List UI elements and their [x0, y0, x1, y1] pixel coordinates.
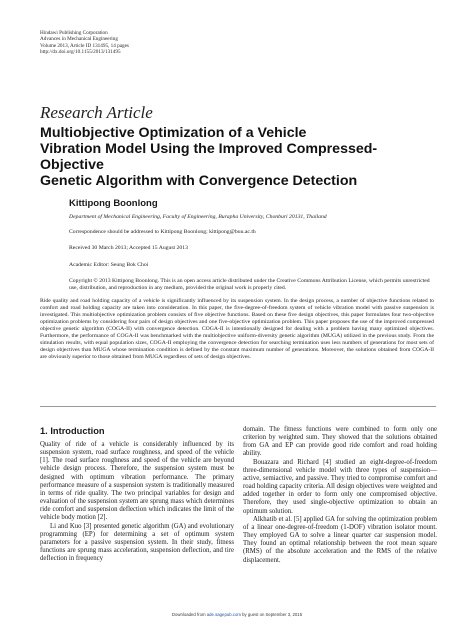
copyright-notice: Copyright © 2013 Kittipong Boonlong. This is an open access article distributed under the Creative Commons Attribution License, which permits unrestricted use, distribution, and reproduction in any medium, provided the original work is properly cited. [69, 278, 430, 291]
paragraph: domain. The fitness functions were combined to form only one criterion by weighted sum. They showed that the solutions obtained from GA and EP can provide good ride comfort and road holding ability. [243, 426, 437, 458]
title-line: Vibration Model Using the Improved Compressed-Objective [40, 141, 378, 173]
download-footer [0, 612, 474, 617]
doi-link[interactable]: http://dx.doi.org/10.1155/2013/131495 [40, 48, 121, 55]
abstract: Ride quality and road holding capacity of a vehicle is significantly influenced by its suspension system. In the design process, a number of objective functions related to comfort and road holding capacity are taken into consideration. In this paper, the five-degree-of-freedom system of vehicle vibration model with passive suspension is investigated. This multiobjective optimization problem consists of five objective functions. Based on these five design objectives, this paper formulates four two-objective optimization problems by considering four pairs of design objectives and one five-objective optimization problem. This paper proposes the use of the improved compressed objective genetic algorithm (COGA-II) with convergence detection. COGA-II is intentionally designed for dealing with a problem having many optimized objectives. Furthermore, the performance of COGA-II was benchmarked with the multiobjective uniform-diversity genetic algorithm (MUGA) utilized in the previous study. From the simulation results, with equal population sizes, COGA-II employing the convergence detection for searching termination uses less numbers of generations for most sets of design objectives than MUGA whose termination condition is defined by the constant maximum number of generations. Moreover, the solutions obtained from COGA-II are obviously superior to those obtained from MUGA regardless of sets of design objectives. [40, 298, 434, 361]
paragraph: Bouazara and Richard [4] studied an eight-degree-of-freedom three-dimensional vehicle model with three types of suspension—active, semiactive, and passive. They tried to compromise comfort and road holding capacity criteria. All design objectives were weighted and added together in order to form only one compromised objective. Therefore, they used single-objective optimization to obtain an optimum solution. [243, 458, 437, 515]
paragraph: Quality of ride of a vehicle is considerably influenced by its suspension system, road surface roughness, and speed of the vehicle [1]. The road surface roughness and speed of the vehicle are beyond vehicle design process. Therefore, the suspension system must be designed with optimum vibration performance. The primary performance measure of a suspension system is traditionally measured in terms of ride quality. The two principal variables for design and evaluation of the suspension system are sprung mass which determines ride comfort and suspension deflection which indicates the limit of the vehicle body motion [2]. [40, 441, 234, 522]
publication-info [40, 30, 300, 55]
publication-line: Volume 2013, Article ID 131495, 14 pages [40, 42, 129, 49]
publication-line: Advances in Mechanical Engineering [40, 36, 118, 43]
paragraph: Li and Kuo [3] presented genetic algorithm (GA) and evolutionary programming (EP) for determining a set of optimum system parameters for a passive suspension system. In their study, fitness functions are sprung mass acceleration, suspension deflection, and tire deflection in frequency [40, 522, 234, 563]
publication-line: Hindawi Publishing Corporation [40, 30, 108, 36]
footer-prefix: Downloaded from [171, 612, 207, 617]
footer-link[interactable]: ade.sagepub.com [206, 612, 241, 617]
right-column [243, 426, 437, 565]
title-line: Multiobjective Optimization of a Vehicle [40, 125, 307, 141]
author-name: Kittipong Boonlong [69, 198, 158, 209]
paragraph: Alkhatib et al. [5] applied GA for solving the optimization problem of a linear one-degree-of-freedom (1-DOF) vibration isolator mount. They employed GA to solve a linear quarter car suspension model. They found an optimal relationship between the root mean square (RMS) of the absolute acceleration and the RMS of the relative displacement. [243, 515, 437, 564]
title-line: Genetic Algorithm with Convergence Detection [40, 173, 358, 189]
academic-editor: Academic Editor: Seung Bok Choi [69, 262, 149, 268]
article-type: Research Article [40, 103, 153, 122]
section-heading: 1. Introduction [40, 426, 105, 436]
left-column [40, 441, 234, 563]
correspondence: Correspondence should be addressed to Kittipong Boonlong; kittipong@buu.ac.th [69, 229, 256, 235]
footer-suffix: by guest on September 3, 2015 [240, 612, 303, 617]
received-accepted-dates: Received 30 March 2013; Accepted 15 August 2013 [69, 245, 188, 251]
paper-title [40, 125, 440, 189]
section-divider [40, 406, 436, 407]
affiliation: Department of Mechanical Engineering, Faculty of Engineering, Burapha University, Chonburi 20131, Thailand [69, 214, 327, 220]
